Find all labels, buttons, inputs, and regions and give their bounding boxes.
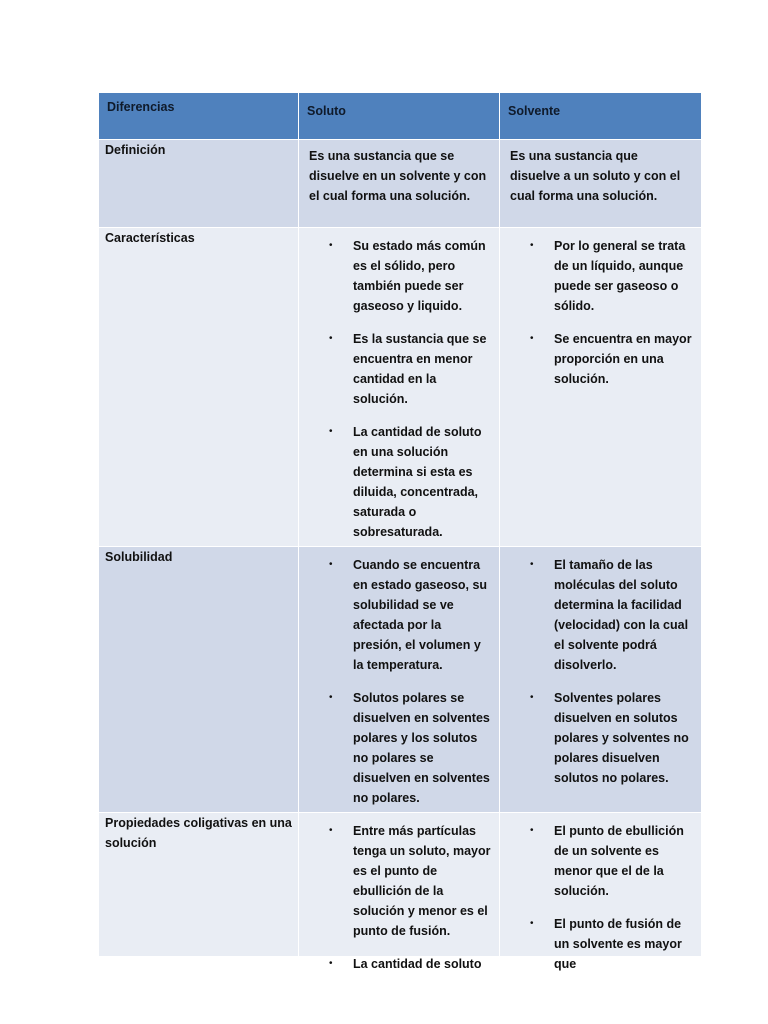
list-item: • El punto de fusión de un solvente es mayor que	[530, 914, 695, 974]
table-row	[99, 547, 702, 813]
solvente-cell	[500, 547, 702, 813]
row-label: Propiedades coligativas en una solución	[105, 816, 292, 850]
cell-clip	[500, 813, 701, 971]
header-row	[99, 93, 702, 140]
cell-text: Es una sustancia que disuelve a un soluto y con el cual forma una solución.	[510, 149, 681, 203]
list-item: • Se encuentra en mayor proporción en una solución.	[530, 329, 695, 389]
row-label: Solubilidad	[105, 550, 173, 564]
table-row	[99, 228, 702, 547]
soluto-cell	[299, 813, 500, 971]
bullet-list	[299, 547, 499, 812]
list-item: • Por lo general se trata de un líquido, aunque puede ser gaseoso o sólido.	[530, 236, 695, 316]
differences-table	[98, 92, 702, 971]
list-item: • Cuando se encuentra en estado gaseoso, su solubilidad se ve afectada por la presión, el volumen y la temperatura.	[329, 555, 493, 675]
cell-text: Es una sustancia que se disuelve en un solvente y con el cual forma una solución.	[309, 149, 487, 203]
bullet-list	[299, 813, 499, 978]
list-item: • Solventes polares disuelven en solutos polares y solventes no polares disuelven solutos no polares.	[530, 688, 695, 788]
list-item: • Entre más partículas tenga un soluto, mayor es el punto de ebullición de la solución y menor es el punto de fusión.	[329, 821, 493, 941]
bullet-list	[500, 547, 701, 792]
header-diferencias: Diferencias	[99, 93, 299, 140]
table-row	[99, 813, 702, 957]
soluto-cell	[299, 228, 500, 547]
list-item: • El tamaño de las moléculas del soluto determina la facilidad (velocidad) con la cual el solvente podrá disolverlo.	[530, 555, 695, 675]
list-item: • Su estado más común es el sólido, pero también puede ser gaseoso y liquido.	[329, 236, 493, 316]
table-row	[99, 140, 702, 228]
bullet-list	[500, 228, 701, 393]
row-label-cell	[99, 140, 299, 228]
row-label-cell	[99, 547, 299, 813]
list-item: • Es la sustancia que se encuentra en menor cantidad en la solución.	[329, 329, 493, 409]
header-solvente: Solvente	[500, 93, 702, 140]
soluto-cell	[299, 140, 500, 228]
list-item: • La cantidad de soluto en una solución determina si esta es diluida, concentrada, saturada o sobresaturada.	[329, 422, 493, 542]
row-label: Definición	[105, 143, 166, 157]
header-soluto: Soluto	[299, 93, 500, 140]
solvente-cell	[500, 228, 702, 547]
row-label-cell	[99, 228, 299, 547]
bullet-list	[299, 228, 499, 546]
row-label-cell	[99, 813, 299, 957]
list-item: • La cantidad de soluto	[329, 954, 493, 974]
soluto-cell	[299, 547, 500, 813]
list-item: • Solutos polares se disuelven en solventes polares y los solutos no polares se disuelven en solventes no polares.	[329, 688, 493, 808]
row-label: Características	[105, 231, 195, 245]
cell-clip	[299, 813, 499, 971]
solvente-cell	[500, 140, 702, 228]
bullet-list	[500, 813, 701, 978]
list-item: • El punto de ebullición de un solvente es menor que el de la solución.	[530, 821, 695, 901]
solvente-cell	[500, 813, 702, 971]
